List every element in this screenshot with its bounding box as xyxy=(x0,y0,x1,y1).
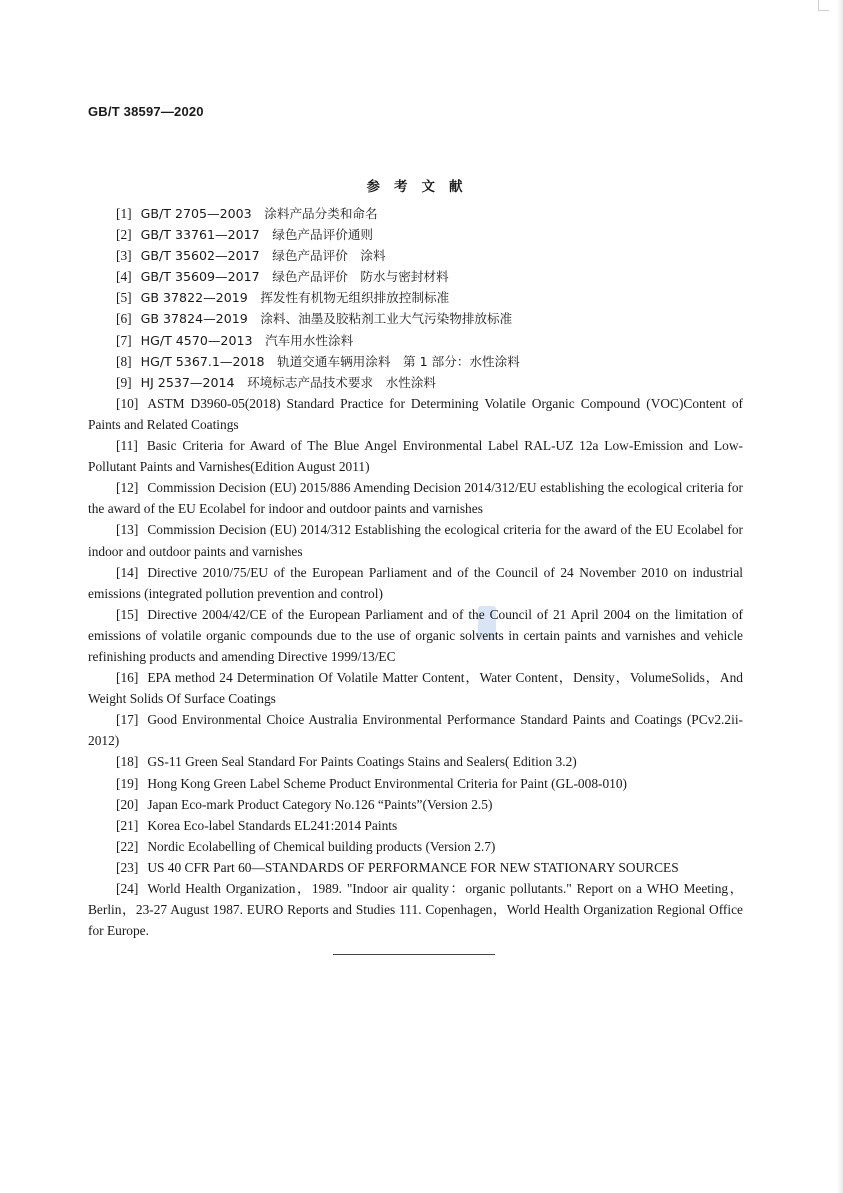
reference-text: Commission Decision (EU) 2015/886 Amending Decision 2014/312/EU establishing the ecological criteria for the award of the EU Ecolabel for indoor and outdoor paints and varnishes xyxy=(88,480,743,517)
reference-number: [19] xyxy=(116,775,139,791)
reference-text: GB 37824—2019 涂料、油墨及胶粘剂工业大气污染物排放标准 xyxy=(140,311,513,327)
reference-item xyxy=(88,435,743,477)
reference-item xyxy=(88,836,743,857)
reference-number: [12] xyxy=(116,480,139,496)
reference-item xyxy=(88,330,743,351)
reference-number: [2] xyxy=(116,227,132,243)
reference-item xyxy=(88,266,743,287)
reference-text: GB/T 35602—2017 绿色产品评价 涂料 xyxy=(140,248,386,264)
reference-item xyxy=(88,878,743,941)
reference-item xyxy=(88,709,743,751)
reference-number: [10] xyxy=(116,395,139,411)
reference-number: [5] xyxy=(116,290,132,306)
section-title: 参考文献 xyxy=(366,179,477,195)
reference-text: GB/T 2705—2003 涂料产品分类和命名 xyxy=(140,206,378,221)
reference-item xyxy=(88,815,743,836)
reference-number: [24] xyxy=(116,881,139,896)
reference-text: Directive 2010/75/EU of the European Parliament and of the Council of 24 November 2010 on industrial emissions (integrated pollution prevention and control) xyxy=(88,564,743,601)
reference-item xyxy=(88,751,743,772)
end-of-document-rule xyxy=(333,954,495,955)
page-corner-mark xyxy=(818,0,829,11)
reference-text: Directive 2004/42/CE of the European Parliament and of the Council of 21 April 2004 on the limitation of emissions of volatile organic compounds due to the use of organic solvents in certain paints and varnishes and vehicle refinishing products and amending Directive 1999/13/EC xyxy=(88,606,743,664)
reference-item xyxy=(88,287,743,308)
reference-item xyxy=(88,857,743,878)
reference-text: World Health Organization，1989. "Indoor air quality：organic pollutants." Report on a WHO Meeting，Berlin，23-27 August 1987. EURO Reports and Studies 111. Copenhagen，World Health Organization Regional Office for Europe. xyxy=(88,881,743,939)
reference-item xyxy=(88,604,743,667)
reference-text: Basic Criteria for Award of The Blue Angel Environmental Label RAL-UZ 12a Low-Emission and Low-Pollutant Paints and Varnishes(Edition August 2011) xyxy=(88,438,743,475)
reference-item xyxy=(88,351,743,372)
reference-number: [7] xyxy=(116,332,132,348)
reference-number: [6] xyxy=(116,311,132,327)
reference-item xyxy=(88,308,743,329)
reference-list xyxy=(88,203,743,941)
reference-number: [3] xyxy=(116,248,132,264)
reference-item xyxy=(88,372,743,393)
reference-text: HG/T 5367.1—2018 轨道交通车辆用涂料 第 1 部分：水性涂料 xyxy=(140,353,520,369)
reference-text: GS-11 Green Seal Standard For Paints Coatings Stains and Sealers( Edition 3.2) xyxy=(147,754,577,770)
reference-text: EPA method 24 Determination Of Volatile Matter Content，Water Content，Density，VolumeSolids，And Weight Solids Of Surface Coatings xyxy=(88,670,743,707)
reference-number: [13] xyxy=(116,522,139,538)
reference-text: Korea Eco-label Standards EL241:2014 Paints xyxy=(147,817,398,833)
reference-item xyxy=(88,245,743,266)
reference-text: ASTM D3960-05(2018) Standard Practice for Determining Volatile Organic Compound (VOC)Content of Paints and Related Coatings xyxy=(88,395,743,432)
reference-text: GB 37822—2019 挥发性有机物无组织排放控制标准 xyxy=(140,290,450,306)
reference-text: HG/T 4570—2013 汽车用水性涂料 xyxy=(140,332,354,348)
reference-item xyxy=(88,667,743,709)
reference-number: [4] xyxy=(116,269,132,285)
reference-text: Hong Kong Green Label Scheme Product Environmental Criteria for Paint (GL-008-010) xyxy=(147,775,628,791)
reference-number: [11] xyxy=(116,438,138,454)
reference-item xyxy=(88,203,743,224)
reference-number: [17] xyxy=(116,712,139,728)
reference-number: [8] xyxy=(116,353,132,369)
reference-text: US 40 CFR Part 60—STANDARDS OF PERFORMANCE FOR NEW STATIONARY SOURCES xyxy=(147,859,679,875)
reference-number: [15] xyxy=(116,606,139,622)
reference-number: [1] xyxy=(116,206,132,221)
standard-number-header: GB/T 38597—2020 xyxy=(88,104,204,119)
reference-number: [14] xyxy=(116,564,139,580)
reference-text: HJ 2537—2014 环境标志产品技术要求 水性涂料 xyxy=(140,374,437,390)
reference-text: Commission Decision (EU) 2014/312 Establishing the ecological criteria for the award of the EU Ecolabel for indoor and outdoor paints and varnishes xyxy=(88,522,743,559)
reference-number: [18] xyxy=(116,754,139,770)
reference-item xyxy=(88,794,743,815)
reference-number: [16] xyxy=(116,670,139,686)
reference-number: [23] xyxy=(116,859,139,875)
reference-text: Nordic Ecolabelling of Chemical building products (Version 2.7) xyxy=(147,838,496,854)
reference-item xyxy=(88,562,743,604)
reference-number: [22] xyxy=(116,838,139,854)
reference-text: Japan Eco-mark Product Category No.126 “Paints”(Version 2.5) xyxy=(147,796,493,812)
reference-text: GB/T 35609—2017 绿色产品评价 防水与密封材料 xyxy=(140,269,449,285)
reference-number: [9] xyxy=(116,374,132,390)
reference-number: [20] xyxy=(116,796,139,812)
reference-text: GB/T 33761—2017 绿色产品评价通则 xyxy=(140,227,374,243)
reference-item xyxy=(88,773,743,794)
reference-item xyxy=(88,224,743,245)
reference-number: [21] xyxy=(116,817,139,833)
reference-item xyxy=(88,519,743,561)
reference-text: Good Environmental Choice Australia Environmental Performance Standard Paints and Coatings (PCv2.2ii-2012) xyxy=(88,712,743,749)
reference-item xyxy=(88,477,743,519)
reference-item xyxy=(88,393,743,435)
